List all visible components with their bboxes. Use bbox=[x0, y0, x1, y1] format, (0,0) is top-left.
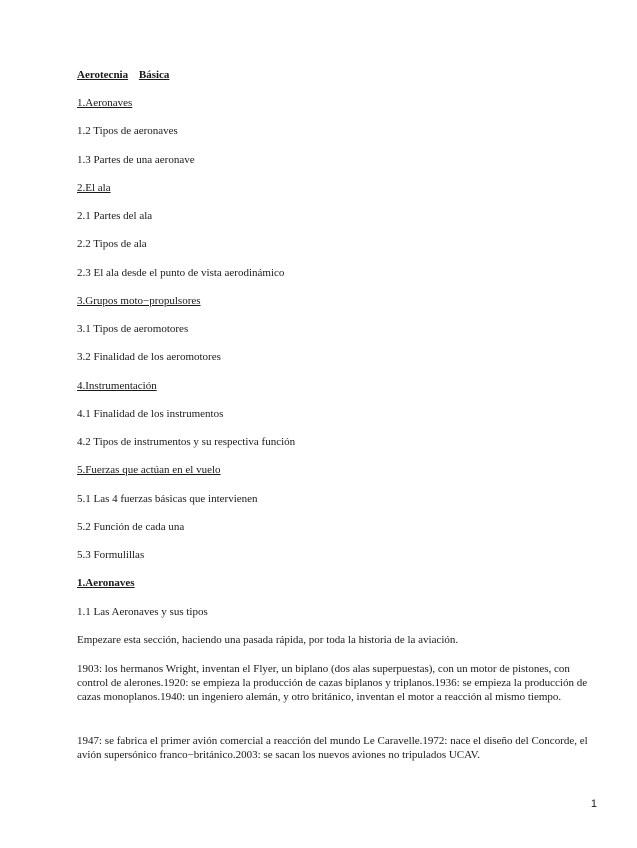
paragraph-history-2: 1947: se fabrica el primer avión comercial a reacción del mundo Le Caravelle.1972: nace el diseño del Concorde, el avión supersónico franco−británico.2003: se sacan los nuevos aviones no tripulados UCAV. bbox=[77, 735, 588, 761]
toc-item-1-3: 1.3 Partes de una aeronave bbox=[77, 154, 195, 166]
section-heading: 1.Aeronaves bbox=[77, 577, 135, 589]
toc-item-2-1: 2.1 Partes del ala bbox=[77, 210, 153, 222]
toc-item-3-1: 3.1 Tipos de aeromotores bbox=[77, 323, 189, 335]
toc-heading-5: 5.Fuerzas que actúan en el vuelo bbox=[77, 464, 221, 476]
document-title bbox=[77, 68, 169, 82]
toc-item-2-3: 2.3 El ala desde el punto de vista aerodinámico bbox=[77, 267, 285, 279]
paragraph-history-1: 1903: los hermanos Wright, inventan el Flyer, un biplano (dos alas superpuestas), con un motor de pistones, con control de alerones.1920: se empieza la producción de cazas biplanos y triplanos.1936: se empieza la producción de cazas monoplanos.1940: un ingeniero alemán, y otro británico, inventan el motor a reacción al mismo tiempo. bbox=[77, 663, 588, 703]
toc-heading-2: 2.El ala bbox=[77, 182, 111, 194]
toc-item-3-2: 3.2 Finalidad de los aeromotores bbox=[77, 351, 221, 363]
toc-item-2-2: 2.2 Tipos de ala bbox=[77, 238, 147, 250]
toc-heading-1: 1.Aeronaves bbox=[77, 97, 133, 109]
toc-item-1-2: 1.2 Tipos de aeronaves bbox=[77, 125, 178, 137]
paragraph-intro: Empezare esta sección, haciendo una pasada rápida, por toda la historia de la aviación. bbox=[77, 634, 459, 646]
subsection-heading: 1.1 Las Aeronaves y sus tipos bbox=[77, 606, 208, 618]
toc-item-5-3: 5.3 Formulillas bbox=[77, 549, 145, 561]
page-number: 1 bbox=[590, 798, 597, 810]
toc-item-4-2: 4.2 Tipos de instrumentos y su respectiva función bbox=[77, 436, 296, 448]
toc-item-5-2: 5.2 Función de cada una bbox=[77, 521, 185, 533]
toc-item-5-1: 5.1 Las 4 fuerzas básicas que intervienen bbox=[77, 493, 258, 505]
title-part-1: Aerotecnia bbox=[77, 69, 129, 81]
toc-heading-4: 4.Instrumentación bbox=[77, 380, 157, 392]
title-part-2: Básica bbox=[138, 69, 170, 81]
toc-heading-3: 3.Grupos moto−propulsores bbox=[77, 295, 201, 307]
toc-item-4-1: 4.1 Finalidad de los instrumentos bbox=[77, 408, 224, 420]
